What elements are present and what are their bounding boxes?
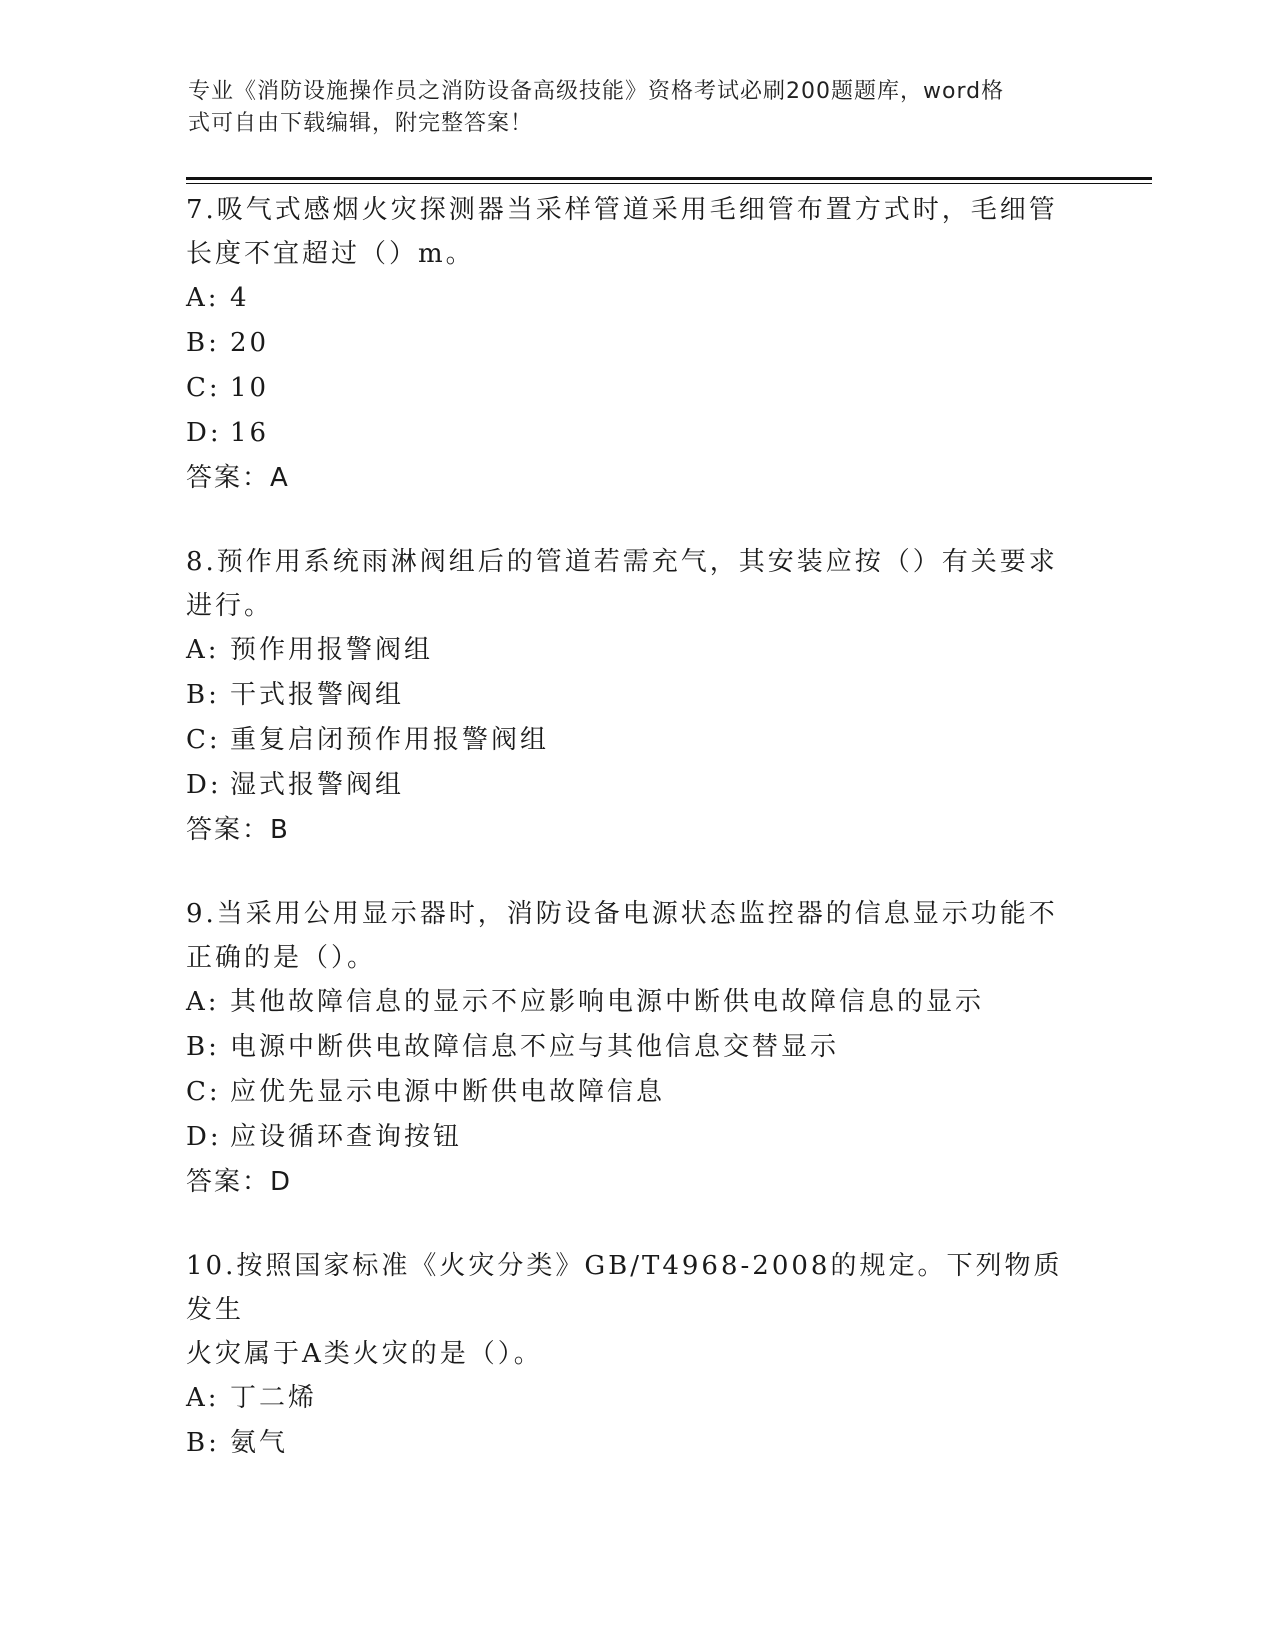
question-stem-line-1: 10.按照国家标准《火灾分类》GB/T4968-2008的规定。下列物质发生: [186, 1251, 1063, 1325]
question-list: [186, 188, 1066, 1506]
option-text: 湿式报警阀组: [230, 770, 405, 800]
option-key: B:: [186, 1032, 220, 1062]
question-stem-line-1: 8.预作用系统雨淋阀组后的管道若需充气，其安装应按（）有关要求: [186, 547, 1058, 577]
answer-line: 答案：B: [186, 815, 290, 845]
option-text: 20: [230, 328, 270, 358]
option-key: A:: [186, 1383, 220, 1413]
option-b: [186, 1025, 1066, 1070]
option-key: B:: [186, 328, 220, 358]
question-stem-line-2: 进行。: [186, 591, 274, 621]
option-c: [186, 366, 1066, 411]
option-d: [186, 1115, 1066, 1160]
option-b: [186, 321, 1066, 366]
option-key: B:: [186, 680, 220, 710]
question-7: [186, 188, 1066, 500]
option-key: C:: [186, 1077, 221, 1107]
question-stem-line-1: 7.吸气式感烟火灾探测器当采样管道采用毛细管布置方式时，毛细管: [186, 195, 1058, 225]
question-10: [186, 1244, 1066, 1466]
option-text: 应设循环查询按钮: [230, 1122, 463, 1152]
question-8: [186, 540, 1066, 852]
option-text: 其他故障信息的显示不应影响电源中断供电故障信息的显示: [230, 987, 985, 1017]
header-line-1: 专业《消防设施操作员之消防设备高级技能》资格考试必刷200题题库，word格: [188, 79, 1005, 104]
option-key: D:: [186, 1122, 222, 1152]
option-text: 应优先显示电源中断供电故障信息: [230, 1077, 666, 1107]
header-divider-thick: [186, 177, 1152, 180]
option-key: A:: [186, 635, 220, 665]
option-a: [186, 276, 1066, 321]
document-header: [188, 76, 1068, 140]
option-d: [186, 763, 1066, 808]
option-c: [186, 718, 1066, 763]
header-divider-thin: [186, 183, 1152, 184]
header-line-2: 式可自由下载编辑，附完整答案！: [188, 111, 534, 136]
option-text: 4: [230, 283, 250, 313]
option-a: [186, 980, 1066, 1025]
question-stem-line-2: 长度不宜超过（）m。: [186, 239, 475, 269]
question-stem-line-1: 9.当采用公用显示器时，消防设备电源状态监控器的信息显示功能不: [186, 899, 1058, 929]
option-text: 丁二烯: [230, 1383, 318, 1413]
option-key: D:: [186, 770, 222, 800]
option-text: 氨气: [230, 1428, 289, 1458]
question-stem-line-2: 正确的是（）。: [186, 943, 377, 973]
question-stem-line-2: 火灾属于A类火灾的是（）。: [186, 1339, 543, 1369]
option-text: 预作用报警阀组: [230, 635, 434, 665]
answer-line: 答案：D: [186, 1167, 293, 1197]
option-key: B:: [186, 1428, 220, 1458]
option-text: 干式报警阀组: [230, 680, 405, 710]
option-key: C:: [186, 725, 221, 755]
option-key: D:: [186, 418, 222, 448]
question-9: [186, 892, 1066, 1204]
option-d: [186, 411, 1066, 456]
option-key: A:: [186, 987, 220, 1017]
option-key: A:: [186, 283, 220, 313]
option-b: [186, 673, 1066, 718]
option-key: C:: [186, 373, 221, 403]
option-text: 16: [230, 418, 270, 448]
option-c: [186, 1070, 1066, 1115]
option-text: 电源中断供电故障信息不应与其他信息交替显示: [230, 1032, 840, 1062]
option-b: [186, 1421, 1066, 1466]
option-text: 10: [230, 373, 270, 403]
answer-line: 答案：A: [186, 463, 290, 493]
option-a: [186, 628, 1066, 673]
option-text: 重复启闭预作用报警阀组: [230, 725, 550, 755]
option-a: [186, 1376, 1066, 1421]
